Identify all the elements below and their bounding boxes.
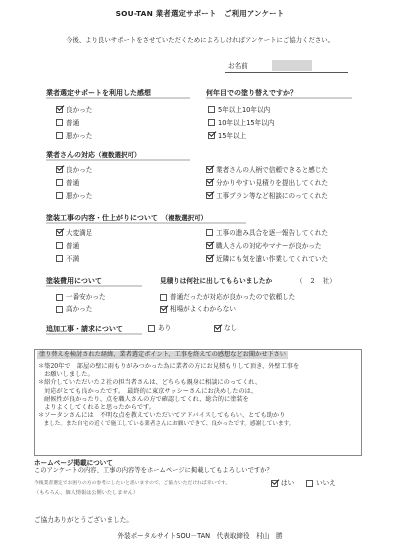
homepage-option-yes[interactable]: はい: [271, 479, 294, 487]
years-option-5-10[interactable]: 5年以上10年以内: [208, 103, 274, 116]
price-option-cheapest[interactable]: 一番安かった: [56, 291, 106, 303]
vendor-heading: 業者さんの対応（複数選択可）: [46, 151, 141, 159]
years-heading: 何年目での塗り替えですか？: [206, 89, 297, 97]
checkbox-icon[interactable]: [208, 132, 215, 139]
price-count-field[interactable]: （ 2 社）: [296, 277, 336, 285]
work-option-satisfied[interactable]: 大変満足: [56, 226, 92, 239]
work-reason-manners[interactable]: 職人さんの対応やマナーが良かった: [206, 239, 328, 252]
work-heading: 塗装工事の内容・仕上がりについて （複数選択可）: [46, 214, 208, 222]
name-label: お名前: [228, 62, 248, 70]
comment-line: よりよくしてくれると思ったからです。: [38, 404, 156, 412]
comment-line: ＊築20年で 部屋の壁に雨もりがみつかった為に業者の方にお見積もりして頂き、外壁工事を: [38, 363, 300, 370]
work-option-unsatisfied[interactable]: 不満: [56, 252, 92, 265]
comment-line: 対応がとても良かったです。 最終的に東京サッシーさんにお決めしたのは、: [38, 387, 258, 395]
name-redaction: [272, 60, 312, 71]
support-underline: [46, 97, 190, 99]
checkbox-icon[interactable]: [206, 166, 213, 173]
years-underline: [206, 97, 352, 99]
homepage-option-no[interactable]: いいえ: [306, 479, 336, 487]
vendor-reason-plan[interactable]: 工事プラン等など相談にのってくれた: [206, 189, 328, 202]
checkbox-icon[interactable]: [56, 294, 63, 301]
checkbox-icon[interactable]: [56, 119, 63, 126]
support-option-bad[interactable]: 悪かった: [56, 129, 92, 142]
checkbox-icon[interactable]: [160, 306, 167, 313]
checkbox-icon[interactable]: [206, 255, 213, 262]
checkbox-icon[interactable]: [56, 132, 63, 139]
homepage-question: このアンケートの内容、工事の内容等をホームページに掲載してもよろしいですか？: [34, 467, 273, 474]
price-heading: 塗装費用について: [46, 277, 102, 285]
support-option-good[interactable]: 良かった: [56, 103, 92, 116]
checkbox-icon[interactable]: [206, 229, 213, 236]
vendor-underline: [46, 159, 190, 161]
support-heading: 業者選定サポートを利用した感想: [46, 89, 151, 97]
checkbox-icon[interactable]: [208, 119, 215, 126]
homepage-note-2: （もちろん、個人情報は公開いたしません）: [34, 490, 139, 496]
checkbox-icon[interactable]: [271, 480, 278, 487]
comment-line: ＊ソータンさんには 不明な点を教えていただいてアドバイスしてもらい、とても助かり: [38, 412, 286, 420]
homepage-heading: ホームページ掲載について: [34, 459, 113, 467]
checkbox-icon[interactable]: [160, 294, 167, 301]
comment-line: お願いしました。: [38, 371, 94, 379]
price-option-expensive[interactable]: 高かった: [56, 303, 106, 315]
name-field-line[interactable]: [225, 72, 348, 73]
checkbox-icon[interactable]: [214, 325, 221, 332]
comment-line: ＊紹介していただいた２社の担当者さんは、どちらも親身に相談にのってくれ、: [38, 379, 262, 387]
checkbox-icon[interactable]: [56, 306, 63, 313]
checkbox-icon[interactable]: [56, 242, 63, 249]
comment-line: 耐候性が良かったり、点を職人さんの方で確認してくれ、総合的に塗装を: [38, 395, 249, 403]
checkbox-icon[interactable]: [206, 179, 213, 186]
vendor-option-bad[interactable]: 悪かった: [56, 189, 92, 202]
price-option-unknown[interactable]: 相場がよくわからない: [160, 303, 295, 315]
checkbox-icon[interactable]: [208, 106, 215, 113]
checkbox-icon[interactable]: [56, 229, 63, 236]
thanks-text: ご協力ありがとうございました。: [34, 516, 133, 524]
extra-option-yes[interactable]: あり: [148, 324, 171, 332]
comment-body: [38, 363, 358, 429]
checkbox-icon[interactable]: [56, 106, 63, 113]
price-option-normal-good[interactable]: 普通だったが対応が良かったので依頼した: [160, 291, 295, 303]
work-underline: [46, 222, 246, 224]
checkbox-icon[interactable]: [56, 255, 63, 262]
work-reason-report[interactable]: 工事の進み具合を逐一報告してくれた: [206, 226, 328, 239]
checkbox-icon[interactable]: [206, 242, 213, 249]
page-title: SOU-TAN 業者選定サポート ご利用アンケート: [115, 9, 285, 18]
checkbox-icon[interactable]: [206, 192, 213, 199]
support-option-normal[interactable]: 普通: [56, 116, 92, 129]
extra-underline: [46, 333, 142, 335]
checkbox-icon[interactable]: [148, 325, 155, 332]
checkbox-icon[interactable]: [56, 166, 63, 173]
checkbox-icon[interactable]: [56, 192, 63, 199]
years-option-15plus[interactable]: 15年以上: [208, 129, 274, 142]
vendor-reason-estimate[interactable]: 分かりやすい見積りを提出してくれた: [206, 176, 328, 189]
work-option-normal[interactable]: 普通: [56, 239, 92, 252]
footer-signature: 外装ポータルサイトSOU－TAN 代表取締役 村山 勝: [117, 532, 283, 540]
checkbox-icon[interactable]: [56, 179, 63, 186]
price-underline: [46, 285, 142, 287]
checkbox-icon[interactable]: [306, 480, 313, 487]
comment-line: ました。また自宅の近くで施工している業者さんにお願いできて、良かったです。感謝しています。: [38, 421, 295, 428]
price-count-value: 2: [310, 277, 315, 285]
comment-prompt: 塗り替えを検討された経緯、業者選定ポイント、工事を終えての感想などお聞かせ下さい: [39, 351, 286, 358]
vendor-option-good[interactable]: 良かった: [56, 163, 92, 176]
years-option-10-15[interactable]: 10年以上15年以内: [208, 116, 274, 129]
vendor-option-normal[interactable]: 普通: [56, 176, 92, 189]
extra-option-no[interactable]: なし: [214, 324, 237, 332]
work-reason-neighbors[interactable]: 近隣にも気を遣い作業してくれていた: [206, 252, 328, 265]
price-question: 見積りは何社に出してもらいましたか: [160, 277, 273, 285]
intro-text: 今後、より良いサポートをさせていただくためによろしければアンケートにご協力ください。: [65, 36, 335, 44]
extra-heading: 追加工事・請求について: [46, 325, 123, 333]
homepage-note-1: 今後業者選定でお困りの方の参考にしたいと思いますので、ご協力いただければ幸いです。: [34, 481, 231, 486]
vendor-reason-trust[interactable]: 業者さんの人柄で信頼できると感じた: [206, 163, 328, 176]
